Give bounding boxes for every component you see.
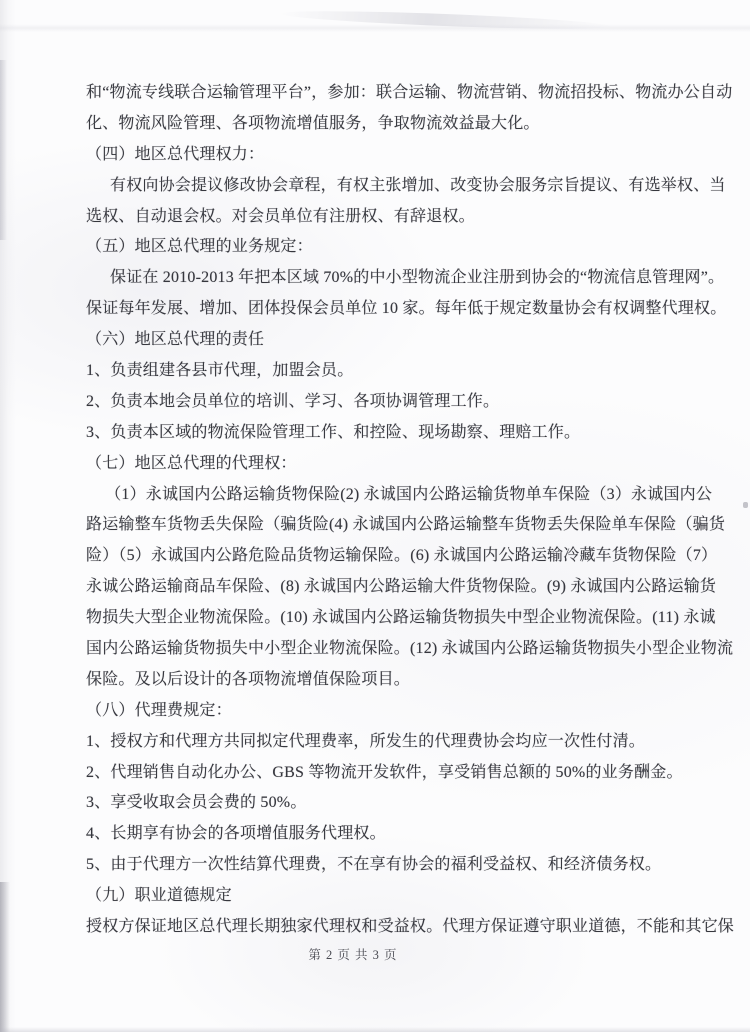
- document-line: 和“物流专线联合运输管理平台”，参加：联合运输、物流营销、物流招投标、物流办公自动: [86, 84, 733, 101]
- document-line: 2、代理销售自动化办公、GBS 等物流开发软件，享受销售总额的 50%的业务酬金。: [86, 763, 683, 781]
- document-line: 保证每年发展、增加、团体投保会员单位 10 家。每年低于规定数量协会有权调整代理权。: [86, 300, 727, 318]
- document-content: [86, 78, 735, 943]
- document-line: 险）（5）永诚国内公路危险品货物运输保险。(6) 永诚国内公路运输冷藏车货物保险（7）: [86, 547, 718, 565]
- document-line: 授权方保证地区总代理长期独家代理权和受益权。代理方保证遵守职业道德，不能和其它保: [86, 918, 735, 936]
- document-line: 2、负责本地会员单位的培训、学习、各项协调管理工作。: [86, 392, 500, 410]
- document-line: （六）地区总代理的责任: [86, 331, 265, 349]
- scan-edge-shadow: [0, 1027, 750, 1032]
- document-line: 3、负责本区域的物流保险管理工作、和控险、现场勘察、理赔工作。: [86, 423, 581, 441]
- document-line: （四）地区总代理权力：: [86, 145, 265, 163]
- document-line: （八）代理费规定：: [86, 701, 232, 719]
- document-line: （七）地区总代理的代理权：: [86, 454, 297, 472]
- document-line: 4、长期享有协会的各项增值服务代理权。: [86, 825, 386, 843]
- document-line: 路运输整车货物丢失保险（骗货险(4) 永诚国内公路运输整车货物丢失保险单车保险（骗货: [86, 516, 726, 534]
- scan-crease-artifact: [0, 24, 750, 32]
- scan-speck-artifact: [743, 502, 748, 508]
- document-line: 5、由于代理方一次性结算代理费，不在享有协会的福利受益权、和经济债务权。: [86, 856, 662, 874]
- document-line: （九）职业道德规定: [86, 887, 232, 905]
- document-line: 有权向协会提议修改协会章程，有权主张增加、改变协会服务宗旨提议、有选举权、当: [110, 176, 726, 194]
- document-line: 永诚公路运输商品车保险、(8) 永诚国内公路运输大件货物保险。(9) 永诚国内公路运输货: [86, 578, 717, 596]
- document-line: 物损失大型企业物流保险。(10) 永诚国内公路运输货物损失中型企业物流保险。(11) 永诚: [86, 609, 716, 627]
- document-line: （1）永诚国内公路运输货物保险(2) 永诚国内公路运输货物单车保险（3）永诚国内公: [105, 485, 713, 503]
- document-line: 1、授权方和代理方共同拟定代理费率，所发生的代理费协会均应一次性付清。: [86, 732, 646, 750]
- document-line: 化、物流风险管理、各项物流增值服务，争取物流效益最大化。: [86, 114, 540, 132]
- document-line: 3、享受收取会员会费的 50%。: [86, 794, 307, 812]
- document-line: 国内公路运输货物损失中小型企业物流保险。(12) 永诚国内公路运输货物损失小型企业物流: [86, 640, 734, 658]
- document-line: 保证在 2010-2013 年把本区域 70%的中小型物流企业注册到协会的“物流信息管理网”。: [110, 269, 725, 287]
- document-line: 保险。及以后设计的各项物流增值保险项目。: [86, 670, 411, 688]
- page-number-footer: 第 2 页 共 3 页: [308, 948, 398, 962]
- scan-edge-shadow: [0, 60, 7, 240]
- document-line: 1、负责组建各县市代理，加盟会员。: [86, 362, 354, 380]
- document-line: （五）地区总代理的业务规定：: [86, 238, 313, 256]
- document-line: 选权、自动退会权。对会员单位有注册权、有辞退权。: [86, 207, 475, 225]
